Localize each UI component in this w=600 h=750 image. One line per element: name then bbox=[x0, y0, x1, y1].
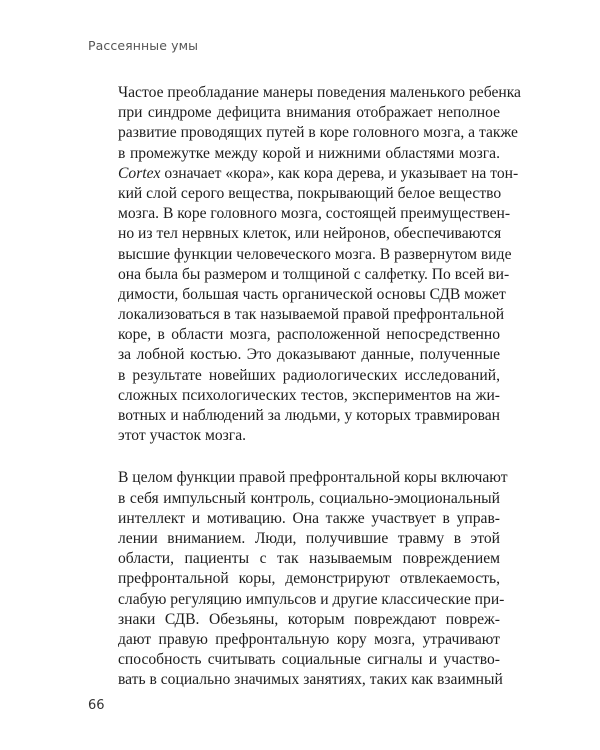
text-line: вотных и наблюдений за людьми, у которых травмирован bbox=[118, 407, 500, 424]
text-line: кий слой серого вещества, покрывающий белое вещество bbox=[118, 184, 502, 202]
paragraph-1 bbox=[118, 83, 521, 446]
text-line: при синдроме дефицита внимания отображает неполное bbox=[118, 104, 500, 122]
paragraph-gap bbox=[118, 446, 500, 468]
text-line: сложных психологических тестов, экспериментов на жи- bbox=[118, 386, 500, 404]
text-line: развитие проводящих путей в коре головного мозга, а также bbox=[118, 124, 518, 142]
text-line: в промежутке между корой и нижними областями мозга. bbox=[118, 144, 500, 162]
text-line-rest: означает «кора», как кора дерева, и указывает на тон- bbox=[160, 164, 519, 182]
text-line: дают правую префронтальную кору мозга, утрачивают bbox=[118, 630, 500, 648]
text-line: коре, в области мозга, расположенной непосредственно bbox=[118, 326, 500, 344]
page-number: 66 bbox=[88, 698, 105, 713]
text-line: вать в социально значимых занятиях, таких как взаимный bbox=[118, 671, 503, 689]
text-line: префронтальной коры, демонстрируют отвлекаемость, bbox=[118, 570, 500, 588]
text-line: в себя импульсный контроль, социально-эмоциональный bbox=[118, 489, 500, 507]
text-line: Частое преобладание манеры поведения маленького ребенка bbox=[118, 84, 521, 101]
text-line: интеллект и мотивацию. Она также участвует в управ- bbox=[118, 509, 500, 527]
text-line: знаки СДВ. Обезьяны, которым повреждают повреж- bbox=[118, 610, 500, 628]
text-line: мозга. В коре головного мозга, состоящей преимуществен- bbox=[118, 205, 511, 223]
text-line: лении вниманием. Люди, получившие травму в этой bbox=[118, 529, 500, 547]
text-line: области, пациенты с так называемым повреждением bbox=[118, 550, 500, 568]
text-line: она была бы размером и толщиной с салфетку. По всей ви- bbox=[118, 265, 510, 283]
text-line: слабую регуляцию импульсов и другие классические при- bbox=[118, 590, 505, 608]
italic-term: Cortex bbox=[118, 164, 161, 182]
text-line: В целом функции правой префронтальной коры включают bbox=[118, 469, 508, 487]
text-line: димости, большая часть органической основы СДВ может bbox=[118, 285, 506, 303]
text-line: в результате новейших радиологических исследований, bbox=[118, 366, 500, 384]
text-line: высшие функции человеческого мозга. В развернутом виде bbox=[118, 245, 512, 263]
text-line: этот участок мозга. bbox=[118, 427, 247, 445]
paragraph-2 bbox=[118, 468, 508, 690]
page-body bbox=[118, 83, 521, 690]
running-head: Рассеянные умы bbox=[88, 38, 199, 53]
text-line: за лобной костью. Это доказывают данные, полученные bbox=[118, 346, 500, 364]
text-line: способность считывать социальные сигналы и участво- bbox=[118, 651, 500, 669]
text-line bbox=[118, 164, 519, 184]
text-line: локализоваться в так называемой правой префронтальной bbox=[118, 306, 505, 324]
text-line: но из тел нервных клеток, или нейронов, обеспечиваются bbox=[118, 225, 502, 243]
